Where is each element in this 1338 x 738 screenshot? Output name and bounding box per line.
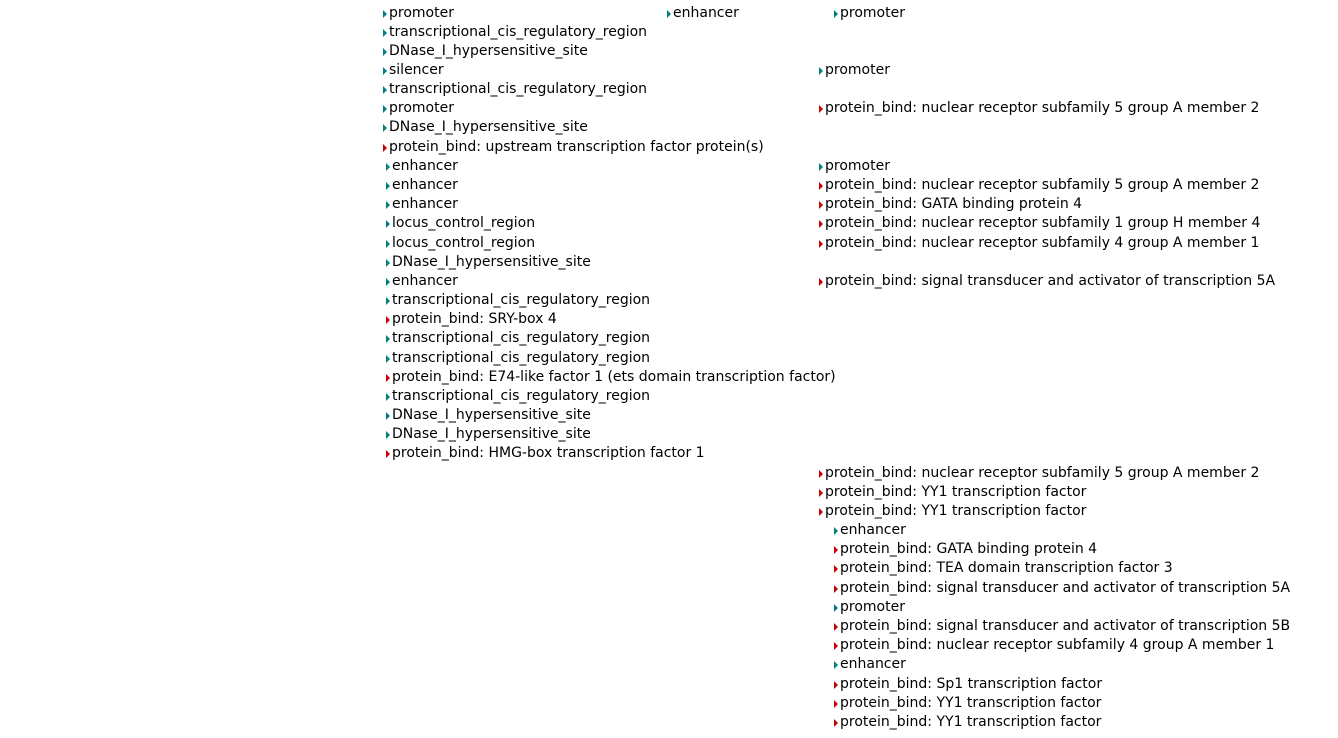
regulatory-feature[interactable] xyxy=(834,598,905,617)
strand-arrow-icon xyxy=(819,220,823,228)
protein-bind-feature[interactable] xyxy=(834,540,1097,559)
strand-arrow-icon xyxy=(386,297,390,305)
regulatory-feature[interactable] xyxy=(386,176,458,195)
feature-label: protein_bind: nuclear receptor subfamily 5 group A member 2 xyxy=(825,100,1260,116)
regulatory-feature[interactable] xyxy=(819,157,890,176)
regulatory-feature[interactable] xyxy=(383,99,454,118)
regulatory-feature[interactable] xyxy=(383,61,444,80)
strand-arrow-icon xyxy=(667,10,671,18)
feature-label: DNase_I_hypersensitive_site xyxy=(389,43,588,59)
feature-label: protein_bind: nuclear receptor subfamily 1 group H member 4 xyxy=(825,215,1261,231)
regulatory-feature[interactable] xyxy=(386,253,591,272)
strand-arrow-icon xyxy=(819,470,823,478)
protein-bind-feature[interactable] xyxy=(834,559,1173,578)
strand-arrow-icon xyxy=(386,240,390,248)
feature-label: silencer xyxy=(389,62,444,78)
strand-arrow-icon xyxy=(819,201,823,209)
protein-bind-feature[interactable] xyxy=(819,272,1275,291)
feature-label: protein_bind: TEA domain transcription factor 3 xyxy=(840,560,1173,576)
strand-arrow-icon xyxy=(819,489,823,497)
strand-arrow-icon xyxy=(383,144,387,152)
protein-bind-feature[interactable] xyxy=(834,617,1290,636)
feature-label: protein_bind: YY1 transcription factor xyxy=(825,503,1087,519)
feature-label: promoter xyxy=(389,100,454,116)
feature-label: transcriptional_cis_regulatory_region xyxy=(392,350,651,366)
protein-bind-feature[interactable] xyxy=(383,138,764,157)
feature-label: protein_bind: Sp1 transcription factor xyxy=(840,676,1103,692)
regulatory-feature[interactable] xyxy=(386,272,458,291)
protein-bind-feature[interactable] xyxy=(819,214,1260,233)
feature-label: transcriptional_cis_regulatory_region xyxy=(392,388,651,404)
regulatory-feature[interactable] xyxy=(383,4,454,23)
feature-label: protein_bind: signal transducer and activator of transcription 5A xyxy=(840,580,1291,596)
strand-arrow-icon xyxy=(819,182,823,190)
regulatory-feature[interactable] xyxy=(386,329,650,348)
regulatory-feature[interactable] xyxy=(819,61,890,80)
strand-arrow-icon xyxy=(383,48,387,56)
strand-arrow-icon xyxy=(819,67,823,75)
regulatory-feature[interactable] xyxy=(386,291,650,310)
regulatory-feature[interactable] xyxy=(834,521,906,540)
strand-arrow-icon xyxy=(819,240,823,248)
feature-label: DNase_I_hypersensitive_site xyxy=(389,119,588,135)
feature-label: protein_bind: signal transducer and activator of transcription 5B xyxy=(840,618,1291,634)
strand-arrow-icon xyxy=(834,527,838,535)
feature-label: protein_bind: nuclear receptor subfamily 4 group A member 1 xyxy=(825,235,1260,251)
feature-label: enhancer xyxy=(673,5,739,21)
regulatory-feature[interactable] xyxy=(383,23,647,42)
strand-arrow-icon xyxy=(383,10,387,18)
strand-arrow-icon xyxy=(834,719,838,727)
feature-label: locus_control_region xyxy=(392,235,536,251)
protein-bind-feature[interactable] xyxy=(819,464,1259,483)
feature-label: DNase_I_hypersensitive_site xyxy=(392,407,591,423)
strand-arrow-icon xyxy=(386,316,390,324)
strand-arrow-icon xyxy=(834,585,838,593)
strand-arrow-icon xyxy=(834,642,838,650)
regulatory-feature[interactable] xyxy=(386,425,591,444)
regulatory-feature[interactable] xyxy=(383,80,647,99)
feature-label: transcriptional_cis_regulatory_region xyxy=(392,292,651,308)
feature-label: protein_bind: E74-like factor 1 (ets domain transcription factor) xyxy=(392,369,836,385)
protein-bind-feature[interactable] xyxy=(834,675,1102,694)
strand-arrow-icon xyxy=(834,700,838,708)
strand-arrow-icon xyxy=(834,565,838,573)
strand-arrow-icon xyxy=(386,431,390,439)
feature-label: protein_bind: YY1 transcription factor xyxy=(840,714,1102,730)
strand-arrow-icon xyxy=(834,681,838,689)
strand-arrow-icon xyxy=(383,86,387,94)
strand-arrow-icon xyxy=(383,124,387,132)
regulatory-feature[interactable] xyxy=(386,406,591,425)
regulatory-feature[interactable] xyxy=(386,195,458,214)
feature-label: DNase_I_hypersensitive_site xyxy=(392,426,591,442)
feature-label: protein_bind: nuclear receptor subfamily 5 group A member 2 xyxy=(825,177,1260,193)
protein-bind-feature[interactable] xyxy=(386,368,836,387)
regulatory-feature[interactable] xyxy=(667,4,739,23)
feature-label: promoter xyxy=(825,158,890,174)
strand-arrow-icon xyxy=(386,278,390,286)
strand-arrow-icon xyxy=(386,374,390,382)
feature-label: transcriptional_cis_regulatory_region xyxy=(389,24,648,40)
regulatory-feature[interactable] xyxy=(386,157,458,176)
regulatory-feature[interactable] xyxy=(386,214,535,233)
strand-arrow-icon xyxy=(386,201,390,209)
regulatory-feature[interactable] xyxy=(386,349,650,368)
strand-arrow-icon xyxy=(834,661,838,669)
protein-bind-feature[interactable] xyxy=(834,636,1274,655)
strand-arrow-icon xyxy=(386,259,390,267)
regulatory-feature[interactable] xyxy=(834,655,906,674)
strand-arrow-icon xyxy=(383,29,387,37)
protein-bind-feature[interactable] xyxy=(834,579,1290,598)
strand-arrow-icon xyxy=(386,163,390,171)
protein-bind-feature[interactable] xyxy=(819,195,1082,214)
strand-arrow-icon xyxy=(383,67,387,75)
protein-bind-feature[interactable] xyxy=(819,483,1086,502)
protein-bind-feature[interactable] xyxy=(819,99,1259,118)
strand-arrow-icon xyxy=(386,412,390,420)
feature-label: enhancer xyxy=(392,158,458,174)
feature-label: protein_bind: YY1 transcription factor xyxy=(840,695,1102,711)
strand-arrow-icon xyxy=(834,623,838,631)
protein-bind-feature[interactable] xyxy=(834,694,1101,713)
feature-label: protein_bind: GATA binding protein 4 xyxy=(840,541,1098,557)
strand-arrow-icon xyxy=(819,105,823,113)
feature-label: protein_bind: nuclear receptor subfamily 4 group A member 1 xyxy=(840,637,1275,653)
feature-label: transcriptional_cis_regulatory_region xyxy=(389,81,648,97)
regulatory-feature[interactable] xyxy=(386,234,535,253)
regulatory-feature[interactable] xyxy=(383,42,588,61)
strand-arrow-icon xyxy=(383,105,387,113)
strand-arrow-icon xyxy=(834,604,838,612)
feature-label: protein_bind: YY1 transcription factor xyxy=(825,484,1087,500)
strand-arrow-icon xyxy=(386,182,390,190)
feature-label: protein_bind: SRY-box 4 xyxy=(392,311,557,327)
protein-bind-feature[interactable] xyxy=(386,444,705,463)
protein-bind-feature[interactable] xyxy=(834,713,1101,732)
feature-label: enhancer xyxy=(392,273,458,289)
feature-label: protein_bind: GATA binding protein 4 xyxy=(825,196,1083,212)
strand-arrow-icon xyxy=(834,10,838,18)
regulatory-feature[interactable] xyxy=(386,387,650,406)
feature-label: transcriptional_cis_regulatory_region xyxy=(392,330,651,346)
feature-label: locus_control_region xyxy=(392,215,536,231)
feature-label: promoter xyxy=(825,62,890,78)
protein-bind-feature[interactable] xyxy=(386,310,557,329)
feature-label: DNase_I_hypersensitive_site xyxy=(392,254,591,270)
feature-label: promoter xyxy=(389,5,454,21)
feature-label: protein_bind: signal transducer and activator of transcription 5A xyxy=(825,273,1276,289)
feature-label: enhancer xyxy=(392,196,458,212)
strand-arrow-icon xyxy=(386,355,390,363)
feature-label: enhancer xyxy=(392,177,458,193)
protein-bind-feature[interactable] xyxy=(819,234,1259,253)
feature-label: enhancer xyxy=(840,522,906,538)
strand-arrow-icon xyxy=(386,393,390,401)
strand-arrow-icon xyxy=(386,450,390,458)
strand-arrow-icon xyxy=(819,163,823,171)
protein-bind-feature[interactable] xyxy=(819,502,1086,521)
regulatory-feature[interactable] xyxy=(834,4,905,23)
feature-label: promoter xyxy=(840,599,905,615)
feature-label: promoter xyxy=(840,5,905,21)
strand-arrow-icon xyxy=(819,278,823,286)
strand-arrow-icon xyxy=(834,546,838,554)
protein-bind-feature[interactable] xyxy=(819,176,1259,195)
feature-label: enhancer xyxy=(840,656,906,672)
strand-arrow-icon xyxy=(386,220,390,228)
feature-label: protein_bind: upstream transcription factor protein(s) xyxy=(389,139,764,155)
regulatory-feature[interactable] xyxy=(383,118,588,137)
feature-label: protein_bind: nuclear receptor subfamily 5 group A member 2 xyxy=(825,465,1260,481)
feature-label: protein_bind: HMG-box transcription factor 1 xyxy=(392,445,705,461)
strand-arrow-icon xyxy=(819,508,823,516)
strand-arrow-icon xyxy=(386,335,390,343)
